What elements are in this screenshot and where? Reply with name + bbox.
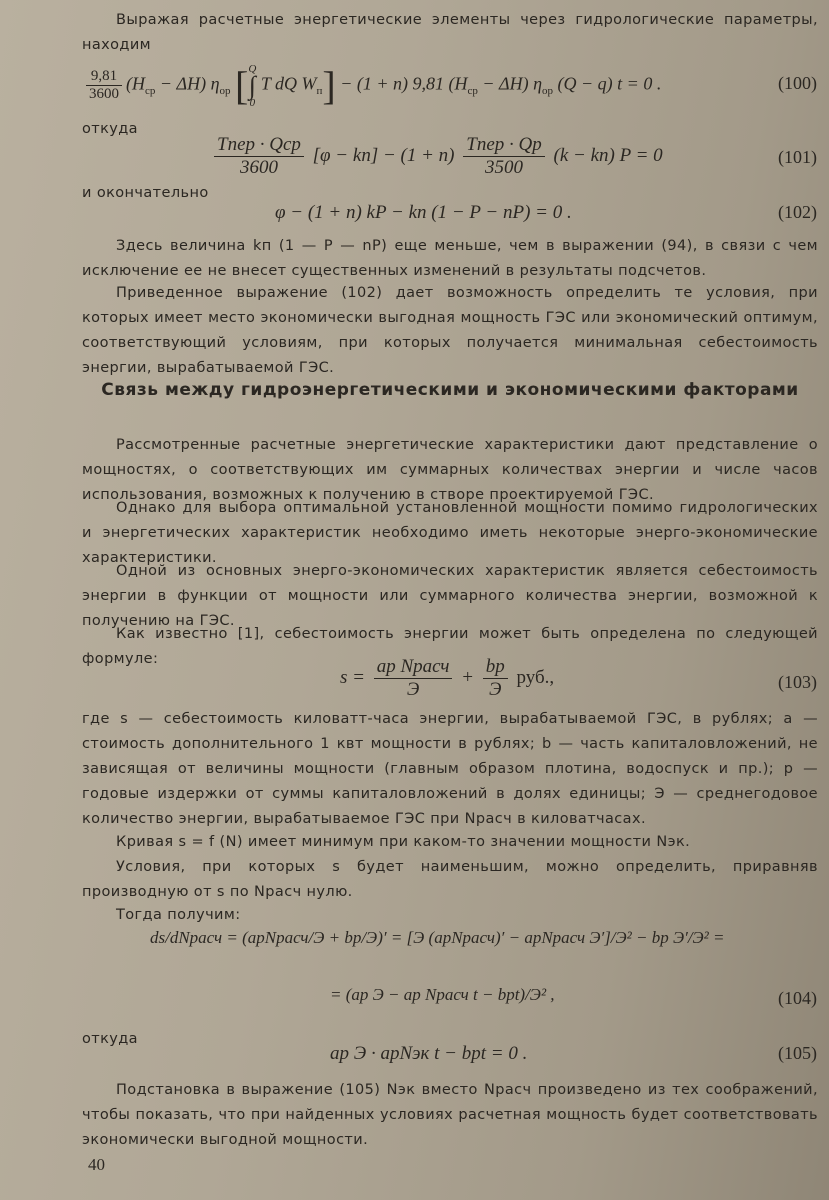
equation-number-102: (102)	[778, 202, 817, 222]
paragraph-4: Однако для выбора оптимальной установленной мощности помимо гидрологических и энергетических характеристик необходимо иметь некоторые энерго-экономические характеристики.	[82, 500, 818, 566]
equation-103: s = $\frac{\text{ap Nрасч}}{Э}$ + $\frac{bp}{Э}$ руб.,	[340, 656, 555, 700]
equation-105: ap Э · apNэк t − bpt = 0 .	[330, 1043, 528, 1064]
section-heading: Связь между гидроэнергетическими и экономическими факторами	[101, 380, 799, 400]
page-number: 40	[88, 1155, 105, 1174]
equation-104-line-1: ds/dNрасч = (apNрасч/Э + bp/Э)′ = [Э (apNрасч)′ − apNрасч Э′]/Э² − bp Э′/Э² =	[150, 928, 725, 947]
equation-100: $\frac{9,81}{3600}$ $(H_{ср} - \Delta H)$ $\eta_{ор}$ [ Q ∫ 0 T dQ $W_п] - (1 + n)$ 9,81 $(H_{ср} - \Delta H)$ $\eta_{ор}$ (Q − q) t = 0 .	[82, 62, 661, 109]
equation-number-105: (105)	[778, 1043, 817, 1063]
final-label: и окончательно	[82, 185, 209, 201]
paragraph-conditions: Условия, при которых s будет наименьшим, можно определить, приравняв производную от s по Nрасч нулю.	[82, 859, 818, 900]
paragraph-5: Одной из основных энерго-экономических характеристик является себестоимость энергии в функции от мощности или суммарного количества энергии, возможной к получению на ГЭС.	[82, 563, 818, 629]
paragraph-1: Здесь величина kп (1 — P — nP) еще меньше, чем в выражении (94), в связи с чем исключение ее не внесет существенных изменений в результаты подсчетов.	[82, 238, 818, 279]
equation-101: $\frac{\text{Tпер · Qср}}{3600}$ [φ − kп] − (1 + n) $\frac{\text{Tпер · Qр}}{3500}$ (k − kп) P = 0	[210, 134, 663, 179]
equation-102: φ − (1 + n) kP − kп (1 − P − nP) = 0 .	[275, 202, 572, 223]
equation-number-103: (103)	[778, 672, 817, 692]
paragraph-6: Как известно [1], себестоимость энергии может быть определена по следующей формуле:	[82, 626, 818, 667]
otkuda-label-2: откуда	[82, 1031, 138, 1047]
paragraph-3: Рассмотренные расчетные энергетические характеристики дают представление о мощностях, о соответствующих им суммарных количествах энергии и числе часов использования, возможных к получению в створе проектируемой ГЭС.	[82, 437, 818, 503]
paragraph-then: Тогда получим:	[116, 907, 241, 923]
paragraph-curve: Кривая s = f (N) имеет минимум при каком-то значении мощности Nэк.	[116, 834, 691, 850]
equation-number-104: (104)	[778, 988, 817, 1008]
equation-number-100: (100)	[778, 73, 817, 93]
paragraph-substitution: Подстановка в выражение (105) Nэк вместо Nрасч произведено из тех соображений, чтобы показать, что при найденных условиях расчетная мощность будет соответствовать экономически выгодной мощности.	[82, 1082, 818, 1148]
equation-104-line-2: = (ap Э − ap Nрасч t − bpt)/Э² ,	[330, 985, 555, 1004]
equation-number-101: (101)	[778, 147, 817, 167]
otkuda-label-1: откуда	[82, 121, 138, 137]
paragraph-definitions: где s — себестоимость киловатт-часа энергии, вырабатываемой ГЭС, в рублях; a — стоимость дополнительного 1 квт мощности в рублях; b — часть капиталовложений, не зависящая от величины мощности (главным образом плотина, водоспуск и пр.); p — годовые издержки от суммы капиталовложений в долях единицы; Э — среднегодовое количество энергии, вырабатываемое ГЭС при Nрасч в киловатчасах.	[82, 711, 818, 827]
intro-paragraph: Выражая расчетные энергетические элементы через гидрологические параметры, находим	[82, 12, 818, 53]
paragraph-2: Приведенное выражение (102) дает возможность определить те условия, при которых имеет место экономически выгодная мощность ГЭС или экономический оптимум, соответствующий условиям, при которых получается минимальная себестоимость энергии, вырабатываемой ГЭС.	[82, 285, 818, 376]
